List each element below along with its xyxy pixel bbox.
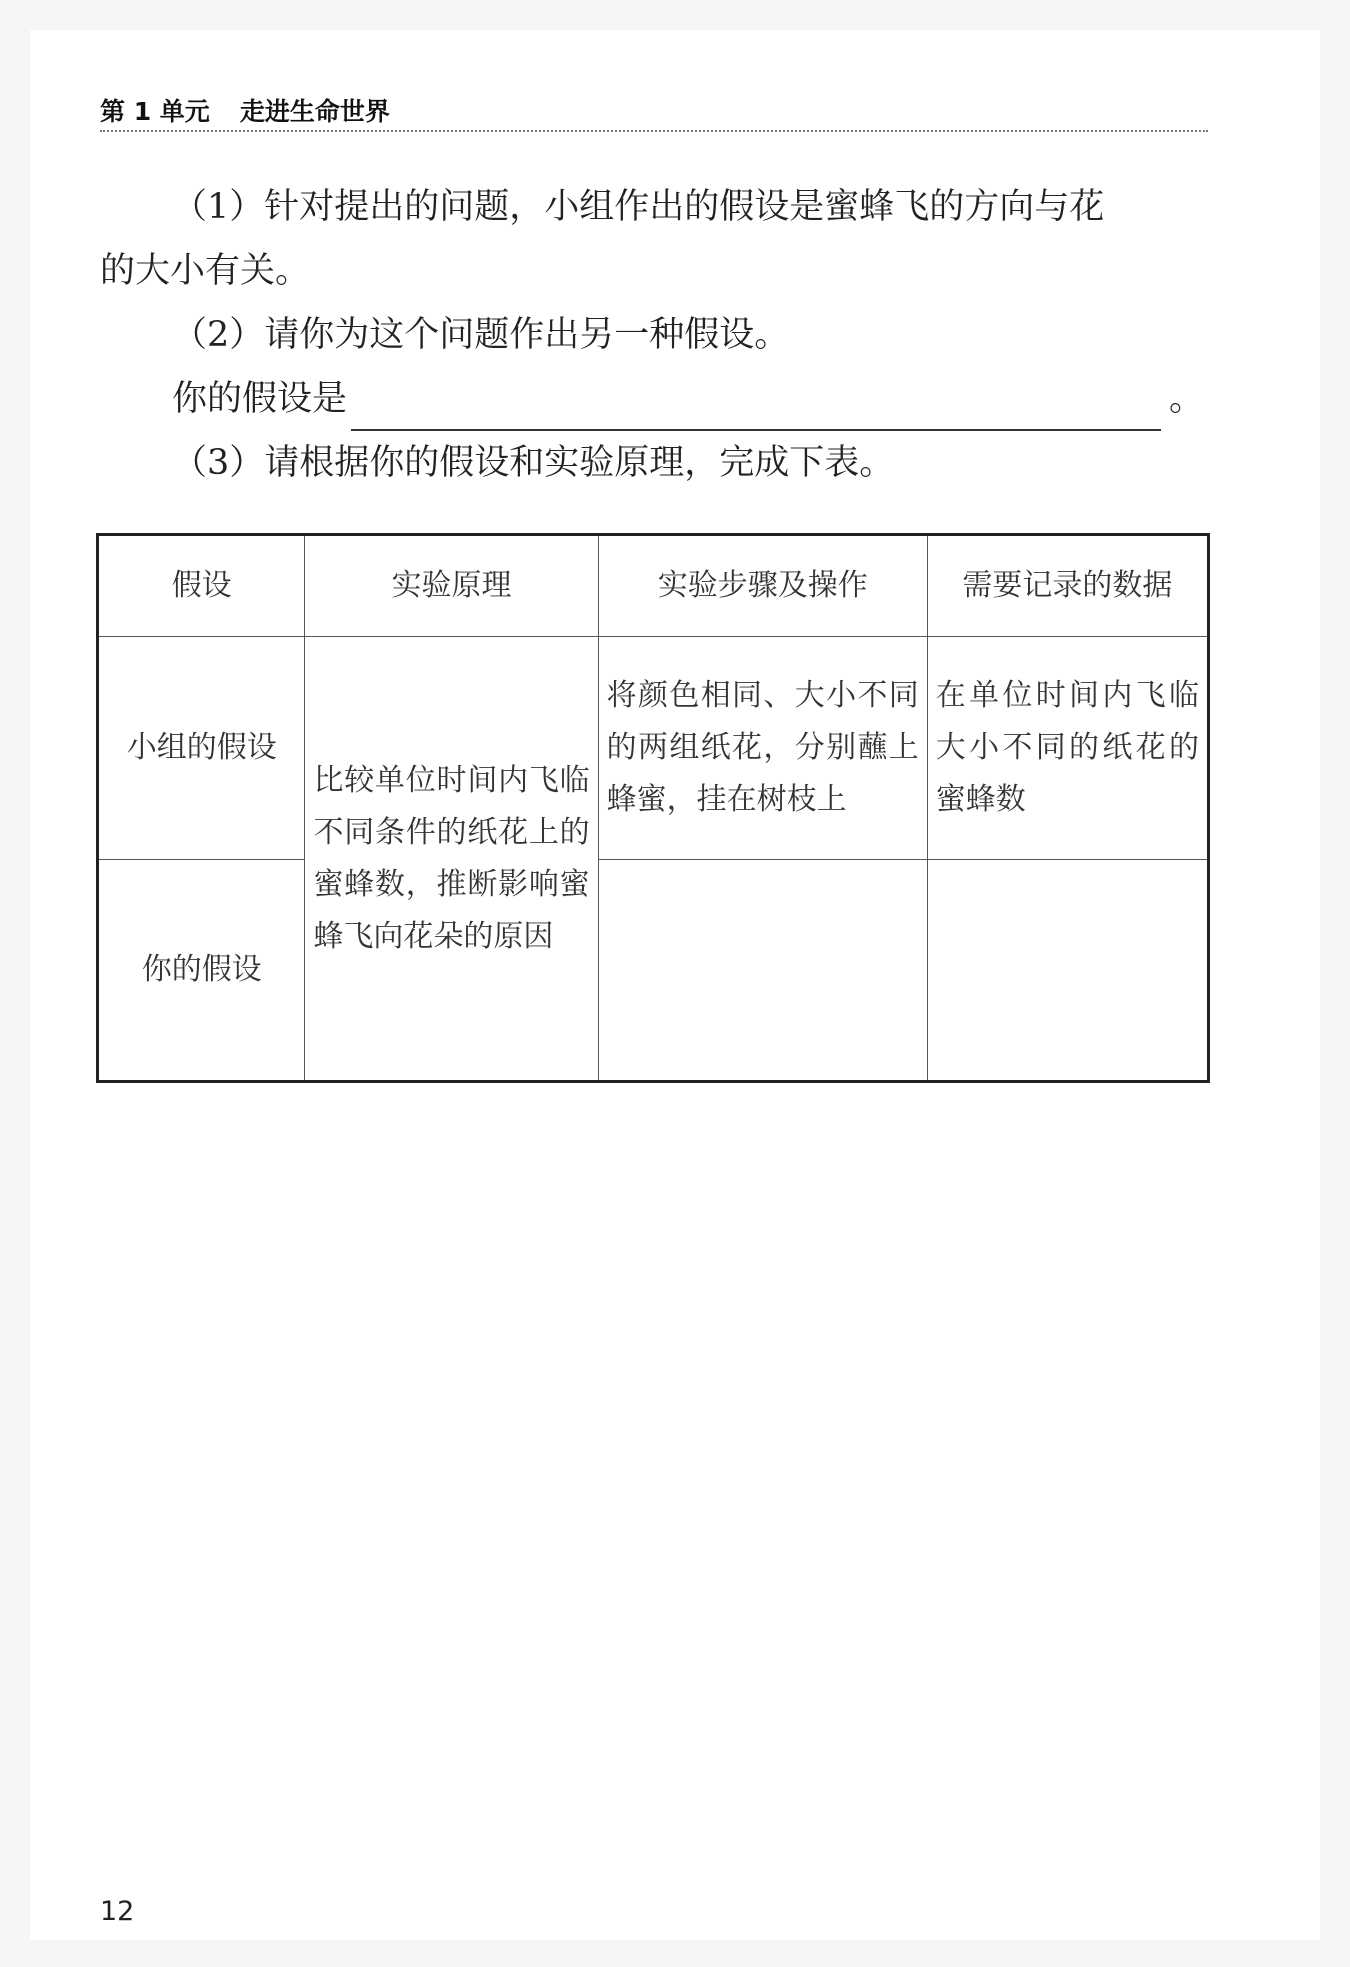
row-label-group-hypothesis: 小组的假设	[98, 637, 305, 859]
page-number: 12	[100, 1896, 135, 1927]
table-row-yours	[98, 859, 1209, 1081]
your-data-answer-cell[interactable]	[927, 859, 1208, 1081]
header-principle: 实验原理	[305, 535, 598, 637]
question-3: （3）请根据你的假设和实验原理，完成下表。	[172, 443, 895, 483]
header-data: 需要记录的数据	[927, 535, 1208, 637]
hypothesis-suffix: 。	[1169, 379, 1205, 419]
data-cell: 在单位时间内飞临大小不同的纸花的蜜蜂数	[927, 637, 1208, 859]
header-hypothesis: 假设	[98, 535, 305, 637]
unit-number: 第 1 单元	[100, 97, 210, 126]
unit-header	[100, 92, 1208, 132]
steps-cell: 将颜色相同、大小不同的两组纸花，分别蘸上蜂蜜，挂在树枝上	[598, 637, 927, 859]
hypothesis-answer-blank[interactable]	[351, 385, 1161, 431]
experiment-table	[96, 533, 1210, 1083]
unit-title: 走进生命世界	[239, 97, 390, 126]
hypothesis-line	[100, 367, 1282, 431]
question-1-line-2: 的大小有关。	[100, 251, 311, 291]
table-row-group	[98, 637, 1209, 859]
hypothesis-prefix: 你的假设是	[172, 379, 348, 419]
your-steps-answer-cell[interactable]	[598, 859, 927, 1081]
table-header-row	[98, 535, 1209, 637]
question-2: （2）请你为这个问题作出另一种假设。	[172, 315, 790, 355]
principle-cell: 比较单位时间内飞临不同条件的纸花上的蜜蜂数，推断影响蜜蜂飞向花朵的原因	[305, 637, 598, 1082]
header-steps: 实验步骤及操作	[598, 535, 927, 637]
question-1-line-1: （1）针对提出的问题，小组作出的假设是蜜蜂飞的方向与花	[172, 187, 1105, 227]
row-label-your-hypothesis: 你的假设	[98, 859, 305, 1081]
